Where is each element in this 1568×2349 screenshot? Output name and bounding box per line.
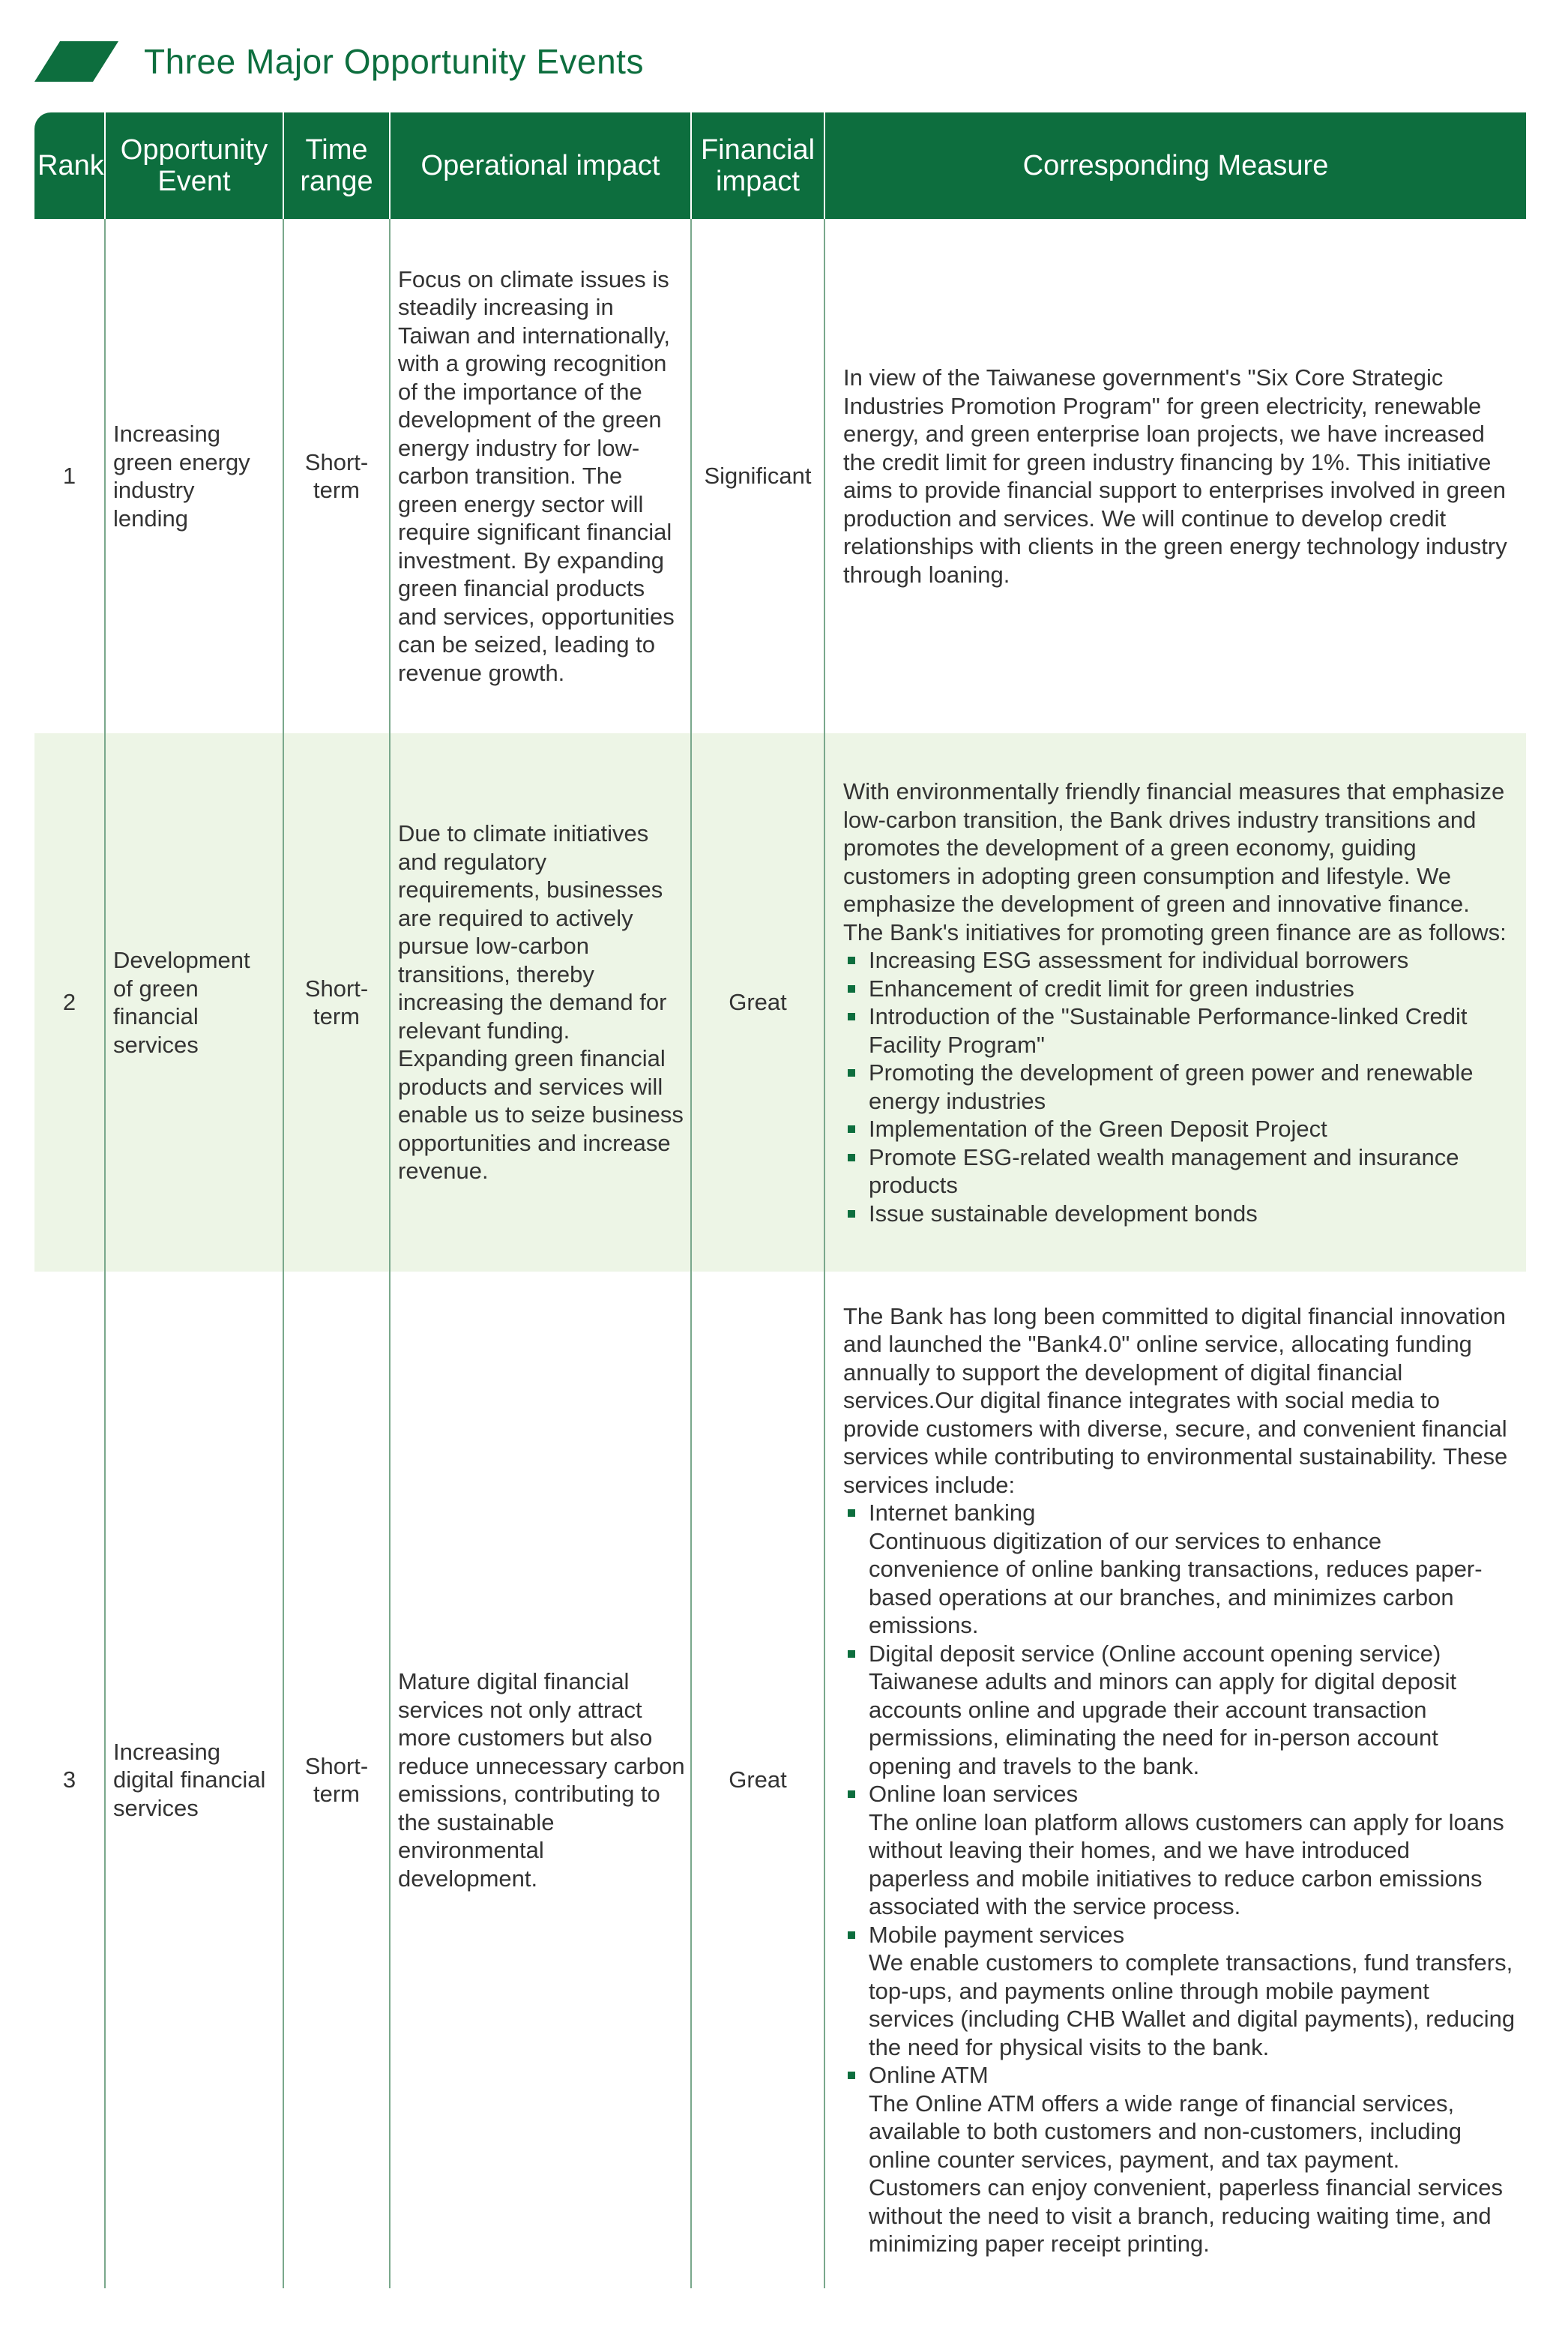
header-opportunity-event: Opportunity Event <box>105 112 283 219</box>
table-row <box>34 219 1526 733</box>
measure-cell <box>824 219 1526 733</box>
financial-cell: Significant <box>691 219 824 733</box>
table-header-row <box>34 112 1526 219</box>
header-time-range: Time range <box>283 112 390 219</box>
header-operational-impact: Operational impact <box>390 112 691 219</box>
service-description: The Online ATM offers a wide range of financial services, available to both customers and non-customers, including online counter services, payment, and tax payment. Customers can enjoy convenient, paperless financial services without the need to visit a branch, reducing waiting time, and minimizing paper receipt printing. <box>869 2090 1504 2257</box>
service-heading: Internet banking <box>869 1500 1036 1526</box>
service-description: The online loan platform allows customers can apply for loans without leaving their homes, and we have introduced paperless and mobile initiatives to reduce carbon emissions associated with the service process. <box>869 1808 1504 1919</box>
list-item <box>843 2061 1516 2258</box>
time-cell: Short-term <box>283 1272 390 2288</box>
list-item: Enhancement of credit limit for green industries <box>843 975 1516 1003</box>
list-item: Introduction of the "Sustainable Performance-linked Credit Facility Program" <box>843 1002 1516 1059</box>
financial-cell: Great <box>691 1272 824 2288</box>
header-corresponding-measure: Corresponding Measure <box>824 112 1526 219</box>
header-financial-impact: Financial impact <box>691 112 824 219</box>
header-rank: Rank <box>34 112 105 219</box>
section-header <box>34 39 644 84</box>
page-title: Three Major Opportunity Events <box>144 42 644 81</box>
event-cell: Development of green financial services <box>105 733 283 1272</box>
list-item <box>843 1499 1516 1640</box>
service-heading: Mobile payment services <box>869 1921 1125 1948</box>
measure-cell <box>824 1272 1526 2288</box>
measure-list <box>843 1499 1516 2258</box>
event-cell: Increasing green energy industry lending <box>105 219 283 733</box>
measure-list <box>843 946 1516 1227</box>
operational-cell: Due to climate initiatives and regulatory requirements, businesses are required to actively pursue low-carbon transitions, thereby increasing the demand for relevant funding. Expanding green financial products and services will enable us to seize business opportunities and increase revenue. <box>390 733 691 1272</box>
table-row <box>34 733 1526 1272</box>
service-heading: Online loan services <box>869 1781 1079 1807</box>
financial-cell: Great <box>691 733 824 1272</box>
list-item <box>843 1780 1516 1921</box>
measure-cell <box>824 733 1526 1272</box>
list-item: Promoting the development of green power and renewable energy industries <box>843 1059 1516 1115</box>
measure-intro: With environmentally friendly financial measures that emphasize low-carbon transition, the Bank drives industry transitions and promotes the development of a green economy, guiding customers in adopting green consumption and lifestyle. We emphasize the development of green and innovative finance. The Bank's initiatives for promoting green finance are as follows: <box>843 778 1507 945</box>
service-heading: Digital deposit service (Online account opening service) <box>869 1640 1441 1667</box>
list-item: Promote ESG-related wealth management and insurance products <box>843 1143 1516 1200</box>
list-item <box>843 1640 1516 1781</box>
measure-intro: In view of the Taiwanese government's "Six Core Strategic Industries Promotion Program" for green electricity, renewable energy, and green enterprise loan projects, we have increased the credit limit for green industry financing by 1%. This initiative aims to provide financial support to enterprises involved in green production and services. We will continue to develop credit relationships with clients in the green energy technology industry through loaning. <box>843 364 1507 588</box>
event-cell: Increasing digital financial services <box>105 1272 283 2288</box>
table-row <box>34 1272 1526 2288</box>
service-heading: Online ATM <box>869 2062 989 2088</box>
measure-intro: The Bank has long been committed to digital financial innovation and launched the "Bank4.0" online service, allocating funding annually to support the development of digital financial services.Our digital finance integrates with social media to provide customers with diverse, secure, and convenient financial services while contributing to environmental sustainability. These services include: <box>843 1302 1508 1498</box>
rank-cell: 3 <box>62 1766 76 1793</box>
time-cell: Short-term <box>283 733 390 1272</box>
service-description: Continuous digitization of our services to enhance convenience of online banking transactions, reduces paper-based operations at our branches, and minimizes carbon emissions. <box>869 1527 1483 1638</box>
service-description: Taiwanese adults and minors can apply for digital deposit accounts online and upgrade their account transaction permissions, eliminating the need for in-person account opening and travels to the bank. <box>869 1668 1457 1779</box>
list-item <box>843 1921 1516 2062</box>
list-item: Issue sustainable development bonds <box>843 1200 1516 1228</box>
service-description: We enable customers to complete transactions, fund transfers, top-ups, and payments online through mobile payment services (including CHB Wallet and digital payments), reducing the need for physical visits to the bank. <box>869 1949 1516 2060</box>
opportunity-table <box>34 112 1526 2288</box>
parallelogram-icon <box>34 41 118 82</box>
list-item: Increasing ESG assessment for individual borrowers <box>843 946 1516 975</box>
operational-cell: Mature digital financial services not only attract more customers but also reduce unnecessary carbon emissions, contributing to the sustainable environmental development. <box>390 1272 691 2288</box>
time-cell: Short-term <box>283 219 390 733</box>
list-item: Implementation of the Green Deposit Project <box>843 1115 1516 1143</box>
rank-cell: 2 <box>34 733 105 1272</box>
rank-cell: 1 <box>62 463 76 490</box>
operational-cell: Focus on climate issues is steadily increasing in Taiwan and internationally, with a growing recognition of the importance of the development of the green energy industry for low-carbon transition. The green energy sector will require significant financial investment. By expanding green financial products and services, opportunities can be seized, leading to revenue growth. <box>390 219 691 733</box>
